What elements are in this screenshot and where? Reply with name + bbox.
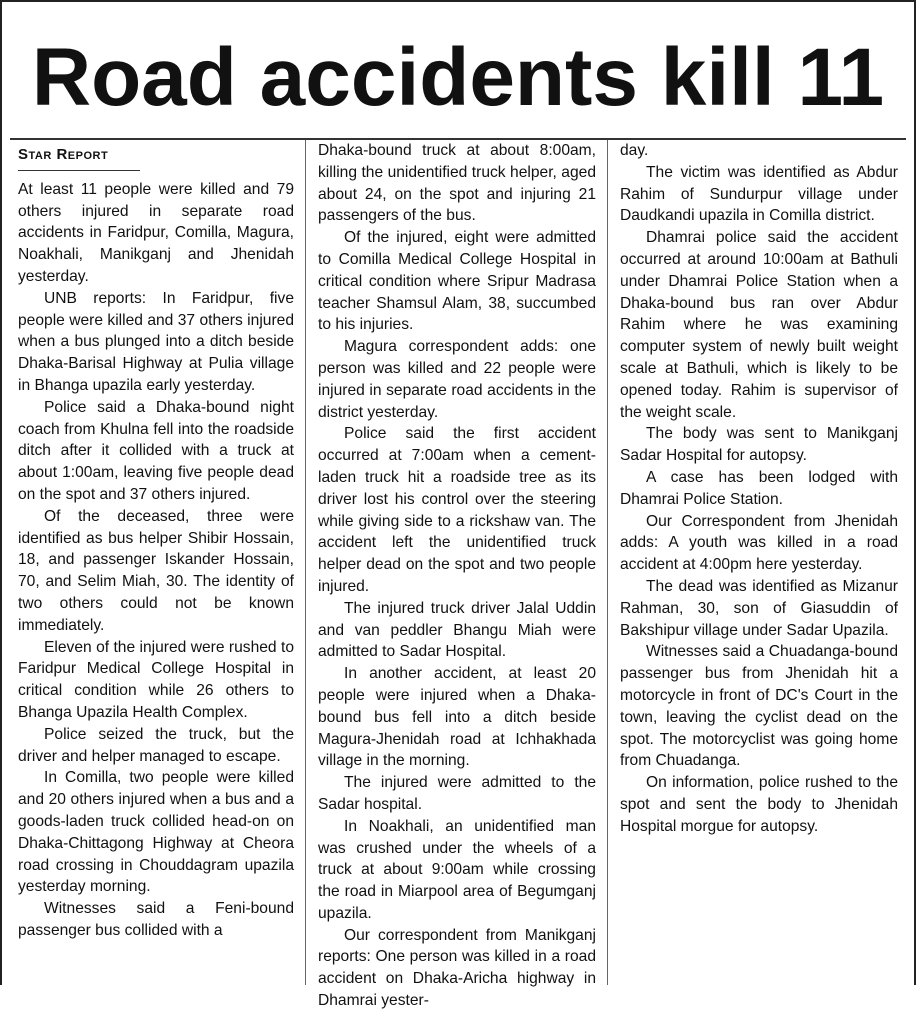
paragraph: Of the deceased, three were identified as bus helper Shibir Hossain, 18, and passenger Iskander Hossain, 70, and Selim Miah, 30. The identity of two others could not be known immediately. bbox=[18, 507, 294, 634]
paragraph: On information, police rushed to the spot and sent the body to Jhenidah Hospital morgue for autopsy. bbox=[620, 774, 898, 835]
article-column-2 bbox=[318, 140, 596, 1010]
column-divider-1 bbox=[305, 140, 306, 985]
article-column-3 bbox=[620, 140, 898, 985]
paragraph: In another accident, at least 20 people were injured when a Dhaka-bound bus fell into a ditch beside Magura-Jhenidah road at Ichhakhada village in the morning. bbox=[318, 665, 596, 770]
paragraph: The victim was identified as Abdur Rahim of Sundurpur village under Daudkandi upazila in Comilla district. bbox=[620, 163, 898, 225]
paragraph: day. bbox=[620, 142, 649, 159]
paragraph: The body was sent to Manikganj Sadar Hospital for autopsy. bbox=[620, 425, 898, 465]
paragraph: Police said a Dhaka-bound night coach from Khulna fell into the roadside ditch after it collided with a truck at about 1:00am, leaving five people dead on the spot and 37 others injured. bbox=[18, 398, 294, 503]
byline: Star Report bbox=[18, 144, 140, 171]
paragraph: The injured were admitted to the Sadar hospital. bbox=[318, 774, 596, 813]
paragraph: Dhaka-bound truck at about 8:00am, killing the unidentified truck helper, aged about 24, on the spot and injuring 21 passengers of the bus. bbox=[318, 142, 596, 225]
paragraph: At least 11 people were killed and 79 others injured in separate road accidents in Faridpur, Comilla, Magura, Noakhali, Manikganj and Jhenidah yesterday. bbox=[18, 180, 294, 285]
paragraph: In Comilla, two people were killed and 20 others injured when a bus and a goods-laden truck collided head-on on Dhaka-Chittagong Highway at Cheora road crossing in Chouddagram upazila yesterday morning. bbox=[18, 769, 294, 896]
paragraph: Of the injured, eight were admitted to Comilla Medical College Hospital in critical condition where Sripur Madrasa teacher Shamsul Alam, 38, succumbed to his injuries. bbox=[318, 229, 596, 334]
paragraph: Police seized the truck, but the driver and helper managed to escape. bbox=[18, 725, 294, 765]
paragraph: The dead was identified as Mizanur Rahman, 30, son of Giasuddin of Bakshipur village under Sadar Upazila. bbox=[620, 577, 898, 639]
paragraph: Dhamrai police said the accident occurred at around 10:00am at Bathuli under Dhamrai Police Station when a Dhaka-bound bus ran over Abdur Rahim where he was examining computer system of newly built weight scale at Bathuli, which is likely to be opened today. Rahim is supervisor of the weight scale. bbox=[620, 229, 898, 421]
paragraph: Eleven of the injured were rushed to Faridpur Medical College Hospital in critical condition while 26 others to Bhanga Upazila Health Complex. bbox=[18, 638, 294, 721]
paragraph: Our correspondent from Manikganj reports: One person was killed in a road accident on Dhaka-Aricha highway in Dhamrai yester- bbox=[318, 926, 596, 1010]
paragraph: Magura correspondent adds: one person was killed and 22 people were injured in separate road accidents in the district yesterday. bbox=[318, 338, 596, 421]
paragraph: In Noakhali, an unidentified man was crushed under the wheels of a truck at about 9:00am while crossing the road in Miarpool area of Begumganj upazila. bbox=[318, 817, 596, 922]
paragraph: UNB reports: In Faridpur, five people were killed and 37 others injured when a bus plunged into a ditch beside Dhaka-Barisal Highway at Pulia village in Bhanga upazila early yesterday. bbox=[18, 289, 294, 394]
column-divider-2 bbox=[607, 140, 608, 985]
paragraph: Witnesses said a Chuadanga-bound passenger bus from Jhenidah hit a motorcycle in front of DC's Court in the town, leaving the cyclist dead on the spot. The motorcyclist was going home from Chuadanga. bbox=[620, 643, 898, 770]
paragraph: Our Correspondent from Jhenidah adds: A youth was killed in a road accident at 4:00pm here yesterday. bbox=[620, 512, 898, 574]
paragraph: A case has been lodged with Dhamrai Police Station. bbox=[620, 468, 898, 508]
paragraph: Police said the first accident occurred at 7:00am when a cement-laden truck hit a roadside tree as its driver lost his control over the steering while giving side to a rickshaw van. The accident left the unidentified truck helper dead on the spot and two people injured. bbox=[318, 425, 596, 595]
article-column-1 bbox=[18, 140, 294, 985]
headline: Road accidents kill 11 bbox=[31, 32, 885, 123]
paragraph: Witnesses said a Feni-bound passenger bus collided with a bbox=[18, 900, 294, 939]
paragraph: The injured truck driver Jalal Uddin and van peddler Bhangu Miah were admitted to Sadar Hospital. bbox=[318, 599, 596, 661]
